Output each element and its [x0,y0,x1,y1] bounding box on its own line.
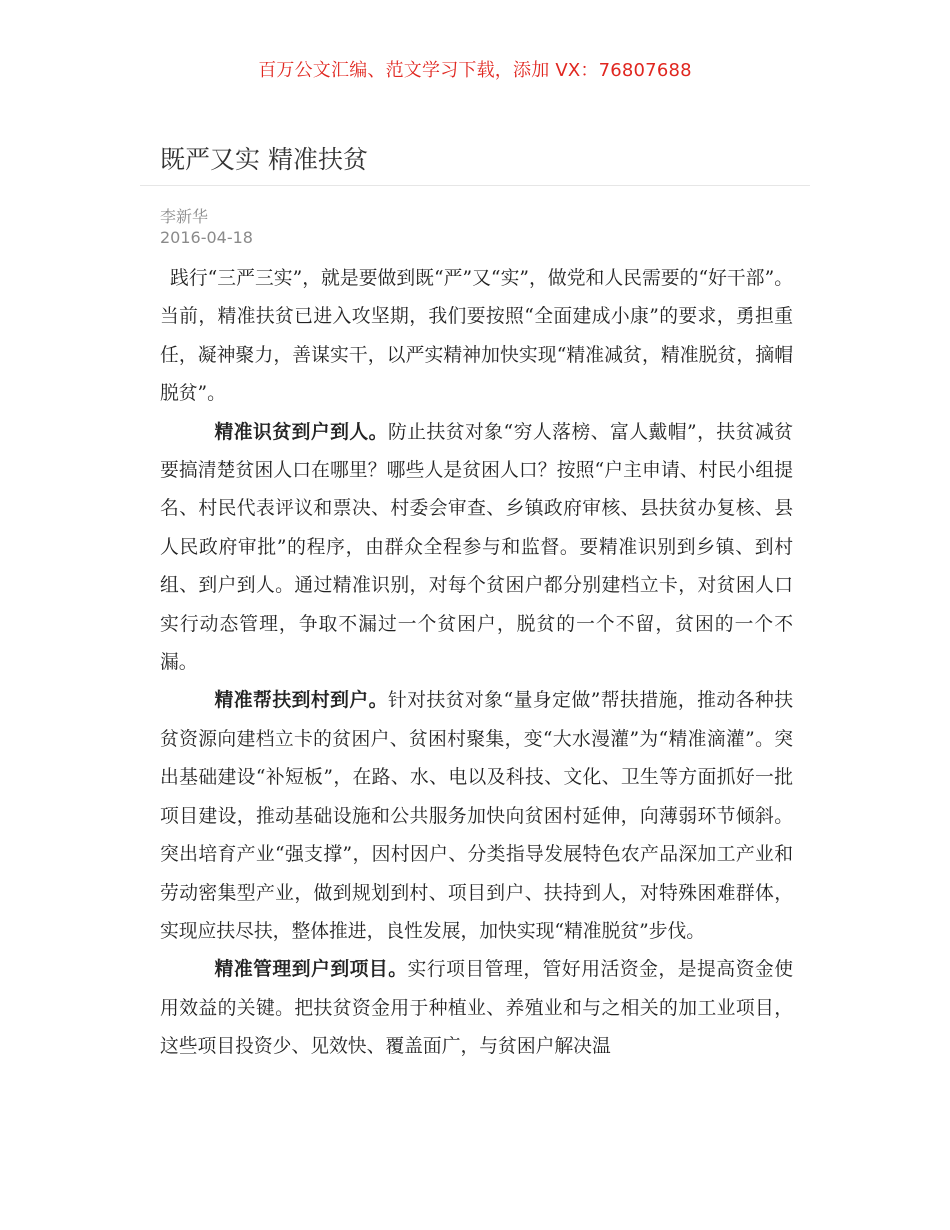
paragraph-text: 实行项目管理，管好用活资金，是提高资金使用效益的关键。把扶贫资金用于种植业、养殖业和与之相关的加工业项目，这些项目投资少、见效快、覆盖面广，与贫困户解决温 [160,959,794,1058]
paragraph-assistance [160,682,793,951]
paragraph-text: 针对扶贫对象“量身定做”帮扶措施，推动各种扶贫资源向建档立卡的贫困户、贫困村聚集，变“大水漫灌”为“精准滴灌”。突出基础建设“补短板”，在路、水、电以及科技、文化、卫生等方面抓好一批项目建设，推动基础设施和公共服务加快向贫困村延伸，向薄弱环节倾斜。突出培育产业“强支撑”，因村因户、分类指导发展特色农产品深加工产业和劳动密集型产业，做到规划到村、项目到户、扶持到人，对特殊困难群体，实现应扶尽扶，整体推进，良性发展，加快实现“精准脱贫”步伐。 [160,690,794,942]
paragraph-management [160,951,793,1066]
paragraph-lead-heading: 精准管理到户到项目。 [214,959,408,981]
article-title: 既严又实 精准扶贫 [160,145,368,174]
paragraph-text: 防止扶贫对象“穷人落榜、富人戴帽”，扶贫减贫要搞清楚贫困人口在哪里？哪些人是贫困人口？按照“户主申请、村民小组提名、村民代表评议和票决、村委会审查、乡镇政府审核、县扶贫办复核、县人民政府审批”的程序，由群众全程参与和监督。要精准识别到乡镇、到村组、到户到人。通过精准识别，对每个贫困户都分别建档立卡，对贫困人口实行动态管理，争取不漏过一个贫困户，脱贫的一个不留，贫困的一个不漏。 [160,421,794,674]
article-date: 2016-04-18 [160,228,253,247]
paragraph-intro [160,260,793,414]
watermark-banner: 百万公文汇编、范文学习下载，添加 VX：76807688 [258,60,692,81]
paragraph-lead-heading: 精准帮扶到村到户。 [214,690,388,712]
title-divider [140,185,810,186]
article-body [160,260,793,1067]
paragraph-text: 践行“三严三实”，就是要做到既“严”又“实”，做党和人民需要的“好干部”。当前，精准扶贫已进入攻坚期，我们要按照“全面建成小康”的要求，勇担重任，凝神聚力，善谋实干，以严实精神加快实现“精准减贫，精准脱贫，摘帽脱贫”。 [160,268,793,405]
article-author: 李新华 [160,207,209,226]
paragraph-identification [160,414,793,683]
paragraph-lead-heading: 精准识贫到户到人。 [214,421,388,443]
